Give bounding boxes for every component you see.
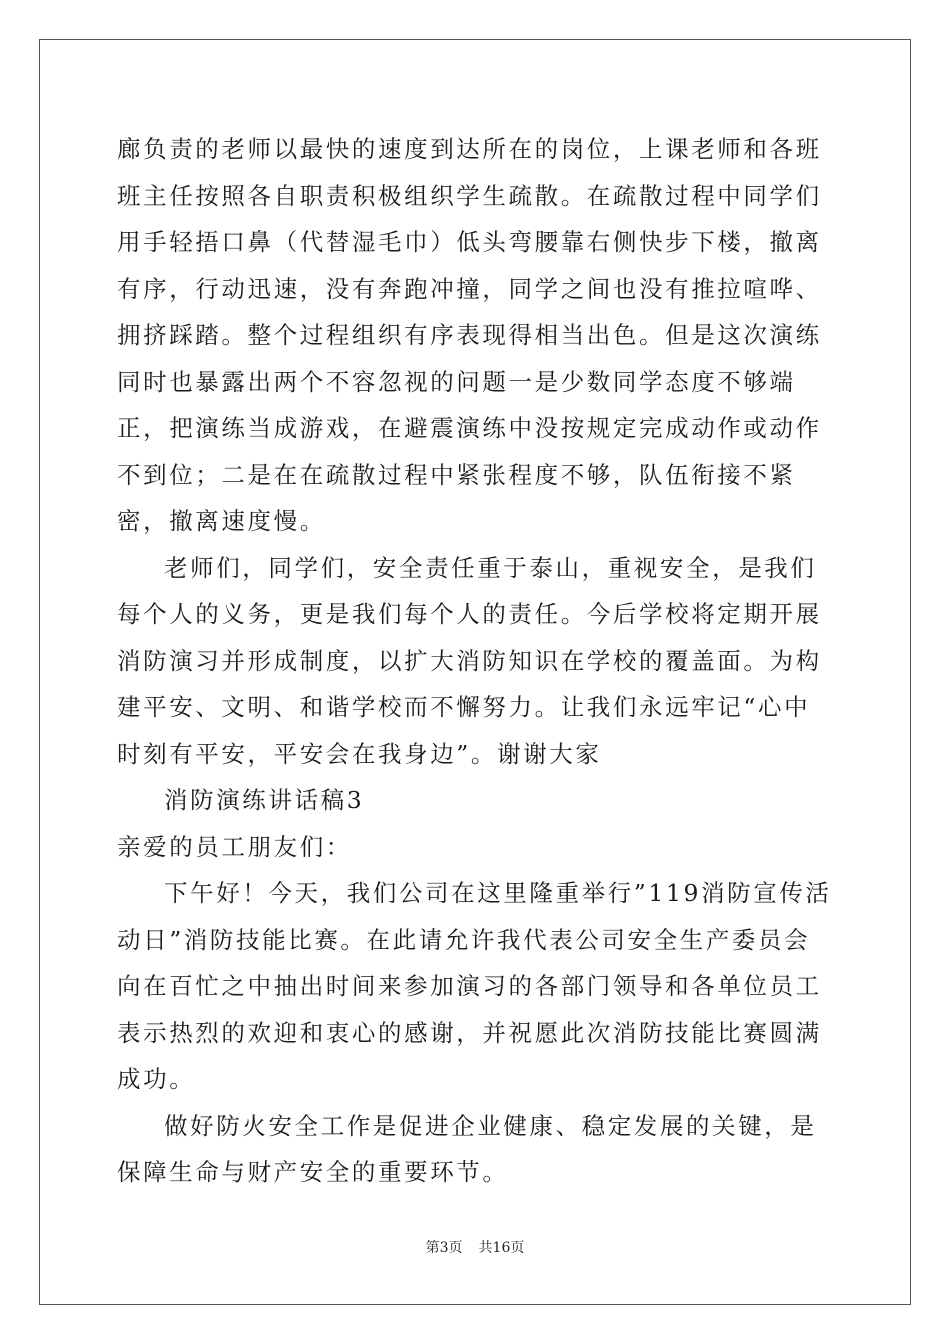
page-total: 共16页 — [478, 1240, 525, 1256]
page-number: 第3页 — [425, 1240, 463, 1256]
salutation: 亲爱的员工朋友们： — [117, 832, 352, 861]
paragraph-greeting: 下午好！今天，我们公司在这里隆重举行”119消防宣传活动日”消防技能比赛。在此请允许我代表公司安全生产委员会向在百忙之中抽出时间来参加演习的各部门领导和各单位员工表示热烈的欢迎和衷心的感谢，并祝愿此次消防技能比赛圆满成功。 — [117, 879, 832, 1093]
paragraph-evacuation-report: 廊负责的老师以最快的速度到达所在的岗位，上课老师和各班班主任按照各自职责积极组织学生疏散。在疏散过程中同学们用手轻捂口鼻（代替湿毛巾）低头弯腰靠右侧快步下楼，撤离有序，行动迅速，没有奔跑冲撞，同学之间也没有推拉喧哗、拥挤踩踏。整个过程组织有序表现得相当出色。但是这次演练同时也暴露出两个不容忽视的问题一是少数同学态度不够端正，把演练当成游戏，在避震演练中没按规定完成动作或动作不到位；二是在在疏散过程中紧张程度不够，队伍衔接不紧密，撤离速度慢。 — [117, 135, 822, 535]
section-heading: 消防演练讲话稿3 — [164, 786, 365, 814]
document-body — [117, 126, 835, 1196]
paragraph-fire-safety: 做好防火安全工作是促进企业健康、稳定发展的关键，是保障生命与财产安全的重要环节。 — [117, 1111, 817, 1186]
paragraph-safety-responsibility: 老师们，同学们，安全责任重于泰山，重视安全，是我们每个人的义务，更是我们每个人的责任。今后学校将定期开展消防演习并形成制度，以扩大消防知识在学校的覆盖面。为构建平安、文明、和谐学校而不懈努力。让我们永远牢记“心中时刻有平安，平安会在我身边”。谢谢大家 — [117, 553, 822, 768]
page-footer — [0, 1237, 950, 1257]
